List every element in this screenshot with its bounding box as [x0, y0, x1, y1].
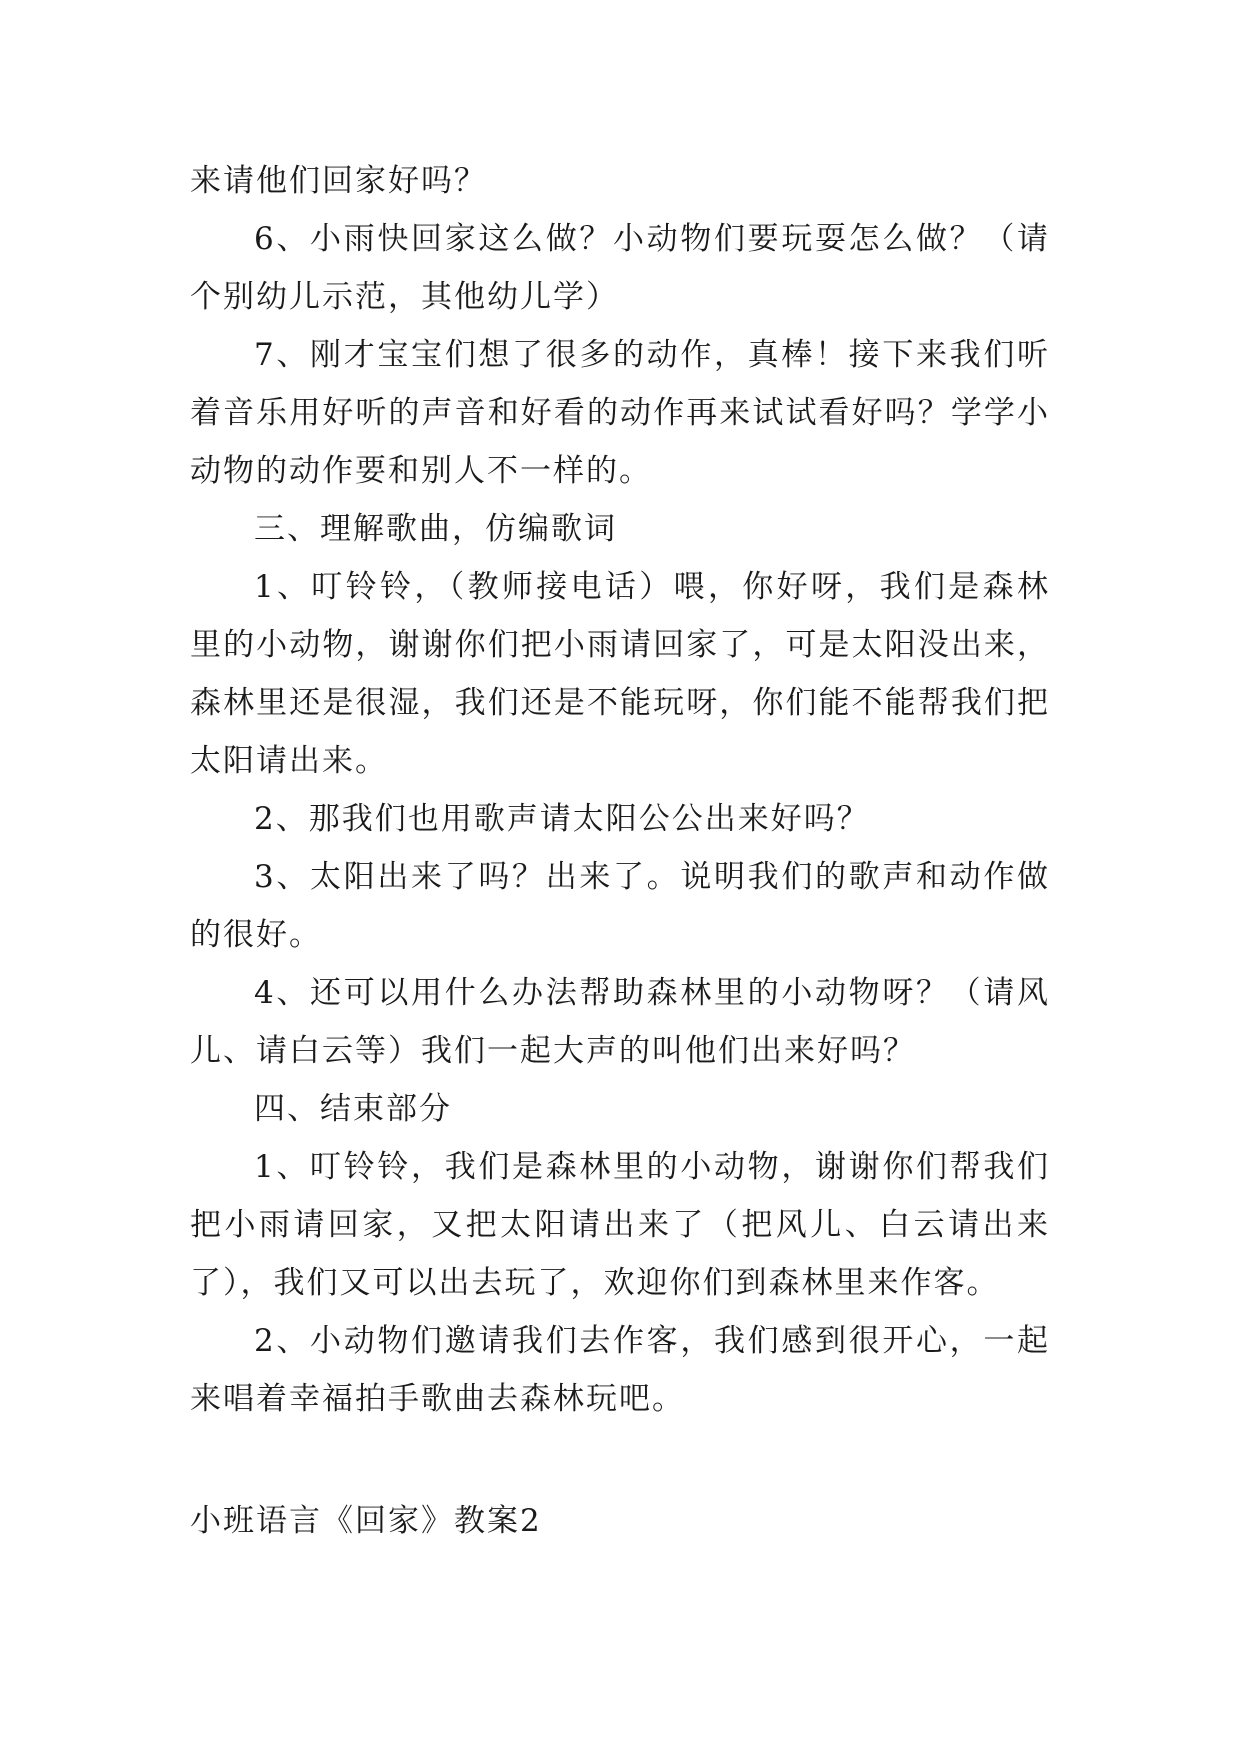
section-heading-understand-song: 三、理解歌曲，仿编歌词	[254, 511, 617, 547]
paragraph-step-6: 6、小雨快回家这么做？小动物们要玩耍怎么做？（请个别幼儿示范，其他幼儿学）	[190, 221, 1050, 315]
paragraph-section3-step-3: 3、太阳出来了吗？出来了。说明我们的歌声和动作做的很好。	[190, 859, 1050, 953]
section-heading-ending: 四、结束部分	[254, 1091, 452, 1127]
document-body	[190, 152, 1050, 1428]
paragraph-continuation: 来请他们回家好吗？	[190, 163, 487, 199]
next-lesson-title: 小班语言《回家》教案2	[190, 1503, 542, 1539]
paragraph-section3-step-1: 1、叮铃铃，（教师接电话）喂，你好呀，我们是森林里的小动物，谢谢你们把小雨请回家了，可是太阳没出来，森林里还是很湿，我们还是不能玩呀，你们能不能帮我们把太阳请出来。	[190, 569, 1050, 779]
paragraph-section3-step-4: 4、还可以用什么办法帮助森林里的小动物呀？（请风儿、请白云等）我们一起大声的叫他们出来好吗？	[190, 975, 1050, 1069]
paragraph-step-7: 7、刚才宝宝们想了很多的动作，真棒！接下来我们听着音乐用好听的声音和好看的动作再来试试看好吗？学学小动物的动作要和别人不一样的。	[190, 337, 1050, 489]
paragraph-section4-step-2: 2、小动物们邀请我们去作客，我们感到很开心，一起来唱着幸福拍手歌曲去森林玩吧。	[190, 1323, 1050, 1417]
paragraph-section4-step-1: 1、叮铃铃，我们是森林里的小动物，谢谢你们帮我们把小雨请回家，又把太阳请出来了（把风儿、白云请出来了），我们又可以出去玩了，欢迎你们到森林里来作客。	[190, 1149, 1050, 1301]
paragraph-section3-step-2: 2、那我们也用歌声请太阳公公出来好吗？	[254, 801, 870, 837]
